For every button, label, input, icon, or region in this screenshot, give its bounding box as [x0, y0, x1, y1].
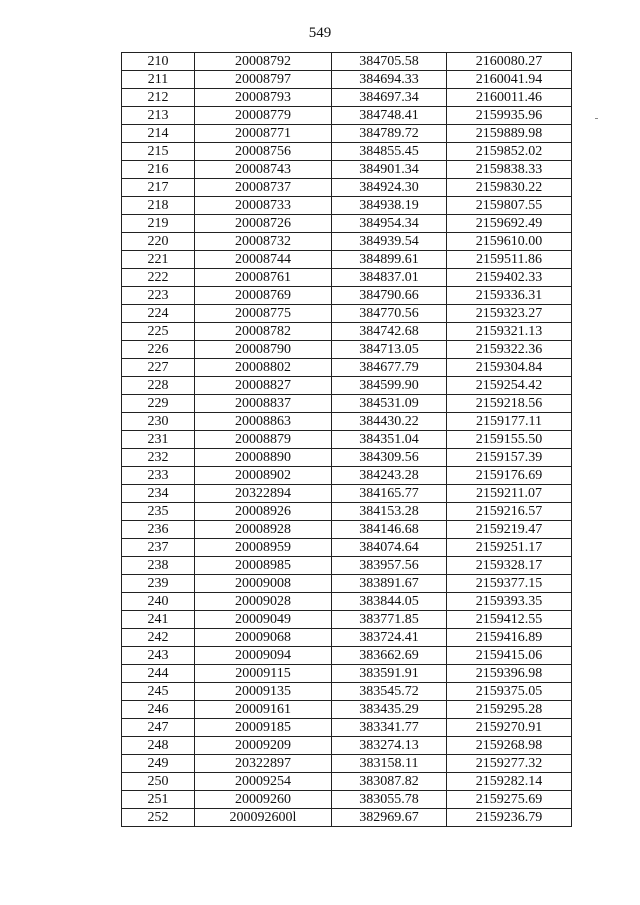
scan-artifact-mark [595, 118, 598, 119]
x-coordinate-cell: 384789.72 [332, 125, 447, 143]
y-coordinate-cell: 2159838.33 [447, 161, 572, 179]
point-number-cell: 220 [122, 233, 195, 251]
y-coordinate-cell: 2159270.91 [447, 719, 572, 737]
point-number-cell: 232 [122, 449, 195, 467]
table-row [122, 161, 572, 179]
point-id-cell: 20008782 [195, 323, 332, 341]
x-coordinate-cell: 384705.58 [332, 53, 447, 71]
y-coordinate-cell: 2159322.36 [447, 341, 572, 359]
table-row [122, 71, 572, 89]
point-id-cell: 20008827 [195, 377, 332, 395]
x-coordinate-cell: 384531.09 [332, 395, 447, 413]
table-row [122, 143, 572, 161]
table-row [122, 521, 572, 539]
y-coordinate-cell: 2159692.49 [447, 215, 572, 233]
table-row [122, 791, 572, 809]
x-coordinate-cell: 383771.85 [332, 611, 447, 629]
x-coordinate-cell: 383545.72 [332, 683, 447, 701]
table-row [122, 251, 572, 269]
x-coordinate-cell: 382969.67 [332, 809, 447, 827]
x-coordinate-cell: 383957.56 [332, 557, 447, 575]
point-id-cell: 20008790 [195, 341, 332, 359]
table-row [122, 89, 572, 107]
x-coordinate-cell: 384697.34 [332, 89, 447, 107]
point-number-cell: 222 [122, 269, 195, 287]
table-row [122, 809, 572, 827]
table-row [122, 197, 572, 215]
x-coordinate-cell: 384599.90 [332, 377, 447, 395]
point-id-cell: 20009135 [195, 683, 332, 701]
y-coordinate-cell: 2159251.17 [447, 539, 572, 557]
point-id-cell: 20008837 [195, 395, 332, 413]
table-row [122, 395, 572, 413]
x-coordinate-cell: 384939.54 [332, 233, 447, 251]
y-coordinate-cell: 2159155.50 [447, 431, 572, 449]
table-row [122, 215, 572, 233]
point-id-cell: 20008928 [195, 521, 332, 539]
y-coordinate-cell: 2159157.39 [447, 449, 572, 467]
table-row [122, 665, 572, 683]
x-coordinate-cell: 384430.22 [332, 413, 447, 431]
table-row [122, 179, 572, 197]
point-id-cell: 20008744 [195, 251, 332, 269]
x-coordinate-cell: 384770.56 [332, 305, 447, 323]
y-coordinate-cell: 2159236.79 [447, 809, 572, 827]
table-row [122, 719, 572, 737]
y-coordinate-cell: 2159304.84 [447, 359, 572, 377]
point-id-cell: 20008769 [195, 287, 332, 305]
point-id-cell: 20009209 [195, 737, 332, 755]
point-number-cell: 224 [122, 305, 195, 323]
x-coordinate-cell: 384243.28 [332, 467, 447, 485]
point-number-cell: 230 [122, 413, 195, 431]
x-coordinate-cell: 384790.66 [332, 287, 447, 305]
table-row [122, 359, 572, 377]
x-coordinate-cell: 384165.77 [332, 485, 447, 503]
point-number-cell: 248 [122, 737, 195, 755]
point-id-cell: 20008761 [195, 269, 332, 287]
table-row [122, 431, 572, 449]
point-number-cell: 211 [122, 71, 195, 89]
x-coordinate-cell: 384713.05 [332, 341, 447, 359]
table-row [122, 449, 572, 467]
point-number-cell: 217 [122, 179, 195, 197]
y-coordinate-cell: 2159321.13 [447, 323, 572, 341]
point-number-cell: 250 [122, 773, 195, 791]
point-number-cell: 210 [122, 53, 195, 71]
y-coordinate-cell: 2159328.17 [447, 557, 572, 575]
point-number-cell: 216 [122, 161, 195, 179]
y-coordinate-cell: 2159323.27 [447, 305, 572, 323]
point-id-cell: 20008779 [195, 107, 332, 125]
y-coordinate-cell: 2160041.94 [447, 71, 572, 89]
x-coordinate-cell: 383341.77 [332, 719, 447, 737]
x-coordinate-cell: 384954.34 [332, 215, 447, 233]
point-number-cell: 242 [122, 629, 195, 647]
table-row [122, 593, 572, 611]
table-row [122, 467, 572, 485]
table-row [122, 539, 572, 557]
x-coordinate-cell: 383844.05 [332, 593, 447, 611]
point-id-cell: 20008863 [195, 413, 332, 431]
table-row [122, 233, 572, 251]
point-number-cell: 240 [122, 593, 195, 611]
point-id-cell: 20009068 [195, 629, 332, 647]
table-row [122, 629, 572, 647]
y-coordinate-cell: 2159211.07 [447, 485, 572, 503]
point-number-cell: 231 [122, 431, 195, 449]
table-row [122, 107, 572, 125]
x-coordinate-cell: 384146.68 [332, 521, 447, 539]
x-coordinate-cell: 384742.68 [332, 323, 447, 341]
page-number: 549 [308, 25, 332, 41]
point-number-cell: 245 [122, 683, 195, 701]
point-id-cell: 20009161 [195, 701, 332, 719]
point-id-cell: 20009185 [195, 719, 332, 737]
table-row [122, 503, 572, 521]
y-coordinate-cell: 2159412.55 [447, 611, 572, 629]
x-coordinate-cell: 383087.82 [332, 773, 447, 791]
y-coordinate-cell: 2159277.32 [447, 755, 572, 773]
point-number-cell: 246 [122, 701, 195, 719]
x-coordinate-cell: 384901.34 [332, 161, 447, 179]
y-coordinate-cell: 2159218.56 [447, 395, 572, 413]
table-row [122, 485, 572, 503]
point-number-cell: 251 [122, 791, 195, 809]
point-id-cell: 20322894 [195, 485, 332, 503]
table-row [122, 341, 572, 359]
y-coordinate-cell: 2159402.33 [447, 269, 572, 287]
x-coordinate-cell: 384351.04 [332, 431, 447, 449]
y-coordinate-cell: 2159852.02 [447, 143, 572, 161]
x-coordinate-cell: 384074.64 [332, 539, 447, 557]
point-id-cell: 20322897 [195, 755, 332, 773]
point-number-cell: 241 [122, 611, 195, 629]
point-id-cell: 20008771 [195, 125, 332, 143]
table-row [122, 647, 572, 665]
point-number-cell: 228 [122, 377, 195, 395]
table-row [122, 755, 572, 773]
table-row [122, 269, 572, 287]
y-coordinate-cell: 2159268.98 [447, 737, 572, 755]
point-id-cell: 20008726 [195, 215, 332, 233]
table-row [122, 701, 572, 719]
point-id-cell: 20008732 [195, 233, 332, 251]
point-id-cell: 20008985 [195, 557, 332, 575]
point-id-cell: 20009008 [195, 575, 332, 593]
x-coordinate-cell: 383158.11 [332, 755, 447, 773]
point-id-cell: 20008890 [195, 449, 332, 467]
y-coordinate-cell: 2160011.46 [447, 89, 572, 107]
point-id-cell: 200092600l [195, 809, 332, 827]
y-coordinate-cell: 2159177.11 [447, 413, 572, 431]
y-coordinate-cell: 2159610.00 [447, 233, 572, 251]
point-number-cell: 215 [122, 143, 195, 161]
x-coordinate-cell: 384899.61 [332, 251, 447, 269]
table-row [122, 557, 572, 575]
y-coordinate-cell: 2159176.69 [447, 467, 572, 485]
y-coordinate-cell: 2159336.31 [447, 287, 572, 305]
point-number-cell: 212 [122, 89, 195, 107]
x-coordinate-cell: 384855.45 [332, 143, 447, 161]
y-coordinate-cell: 2160080.27 [447, 53, 572, 71]
y-coordinate-cell: 2159416.89 [447, 629, 572, 647]
table-row [122, 287, 572, 305]
point-number-cell: 234 [122, 485, 195, 503]
table-row [122, 611, 572, 629]
y-coordinate-cell: 2159254.42 [447, 377, 572, 395]
point-id-cell: 20008775 [195, 305, 332, 323]
x-coordinate-cell: 384748.41 [332, 107, 447, 125]
x-coordinate-cell: 383724.41 [332, 629, 447, 647]
table-row [122, 323, 572, 341]
point-id-cell: 20008902 [195, 467, 332, 485]
point-id-cell: 20008793 [195, 89, 332, 107]
point-number-cell: 218 [122, 197, 195, 215]
point-number-cell: 229 [122, 395, 195, 413]
y-coordinate-cell: 2159375.05 [447, 683, 572, 701]
point-number-cell: 221 [122, 251, 195, 269]
table-row [122, 773, 572, 791]
point-id-cell: 20008879 [195, 431, 332, 449]
point-id-cell: 20008797 [195, 71, 332, 89]
y-coordinate-cell: 2159393.35 [447, 593, 572, 611]
y-coordinate-cell: 2159275.69 [447, 791, 572, 809]
point-number-cell: 249 [122, 755, 195, 773]
y-coordinate-cell: 2159219.47 [447, 521, 572, 539]
x-coordinate-cell: 383591.91 [332, 665, 447, 683]
point-number-cell: 233 [122, 467, 195, 485]
point-id-cell: 20009028 [195, 593, 332, 611]
point-number-cell: 213 [122, 107, 195, 125]
point-id-cell: 20009115 [195, 665, 332, 683]
point-id-cell: 20008792 [195, 53, 332, 71]
point-id-cell: 20008743 [195, 161, 332, 179]
coordinates-table-body [122, 53, 572, 827]
x-coordinate-cell: 384309.56 [332, 449, 447, 467]
x-coordinate-cell: 383055.78 [332, 791, 447, 809]
y-coordinate-cell: 2159807.55 [447, 197, 572, 215]
point-id-cell: 20009260 [195, 791, 332, 809]
y-coordinate-cell: 2159830.22 [447, 179, 572, 197]
point-id-cell: 20008733 [195, 197, 332, 215]
y-coordinate-cell: 2159415.06 [447, 647, 572, 665]
y-coordinate-cell: 2159282.14 [447, 773, 572, 791]
y-coordinate-cell: 2159377.15 [447, 575, 572, 593]
x-coordinate-cell: 384153.28 [332, 503, 447, 521]
point-id-cell: 20009049 [195, 611, 332, 629]
point-number-cell: 235 [122, 503, 195, 521]
point-number-cell: 225 [122, 323, 195, 341]
point-id-cell: 20008959 [195, 539, 332, 557]
x-coordinate-cell: 383274.13 [332, 737, 447, 755]
table-row [122, 305, 572, 323]
point-number-cell: 236 [122, 521, 195, 539]
point-number-cell: 219 [122, 215, 195, 233]
point-id-cell: 20009254 [195, 773, 332, 791]
point-id-cell: 20009094 [195, 647, 332, 665]
table-row [122, 683, 572, 701]
y-coordinate-cell: 2159396.98 [447, 665, 572, 683]
point-number-cell: 244 [122, 665, 195, 683]
x-coordinate-cell: 383662.69 [332, 647, 447, 665]
point-number-cell: 227 [122, 359, 195, 377]
coordinates-table [121, 52, 572, 827]
x-coordinate-cell: 384938.19 [332, 197, 447, 215]
point-number-cell: 237 [122, 539, 195, 557]
point-number-cell: 226 [122, 341, 195, 359]
x-coordinate-cell: 384924.30 [332, 179, 447, 197]
table-row [122, 575, 572, 593]
point-number-cell: 243 [122, 647, 195, 665]
table-row [122, 53, 572, 71]
y-coordinate-cell: 2159216.57 [447, 503, 572, 521]
x-coordinate-cell: 383891.67 [332, 575, 447, 593]
table-row [122, 413, 572, 431]
y-coordinate-cell: 2159935.96 [447, 107, 572, 125]
x-coordinate-cell: 384837.01 [332, 269, 447, 287]
point-number-cell: 214 [122, 125, 195, 143]
point-number-cell: 238 [122, 557, 195, 575]
point-number-cell: 239 [122, 575, 195, 593]
table-row [122, 377, 572, 395]
point-id-cell: 20008737 [195, 179, 332, 197]
table-row [122, 125, 572, 143]
x-coordinate-cell: 384677.79 [332, 359, 447, 377]
x-coordinate-cell: 383435.29 [332, 701, 447, 719]
table-row [122, 737, 572, 755]
x-coordinate-cell: 384694.33 [332, 71, 447, 89]
y-coordinate-cell: 2159511.86 [447, 251, 572, 269]
y-coordinate-cell: 2159295.28 [447, 701, 572, 719]
point-id-cell: 20008802 [195, 359, 332, 377]
point-id-cell: 20008926 [195, 503, 332, 521]
point-number-cell: 223 [122, 287, 195, 305]
point-id-cell: 20008756 [195, 143, 332, 161]
point-number-cell: 247 [122, 719, 195, 737]
y-coordinate-cell: 2159889.98 [447, 125, 572, 143]
point-number-cell: 252 [122, 809, 195, 827]
